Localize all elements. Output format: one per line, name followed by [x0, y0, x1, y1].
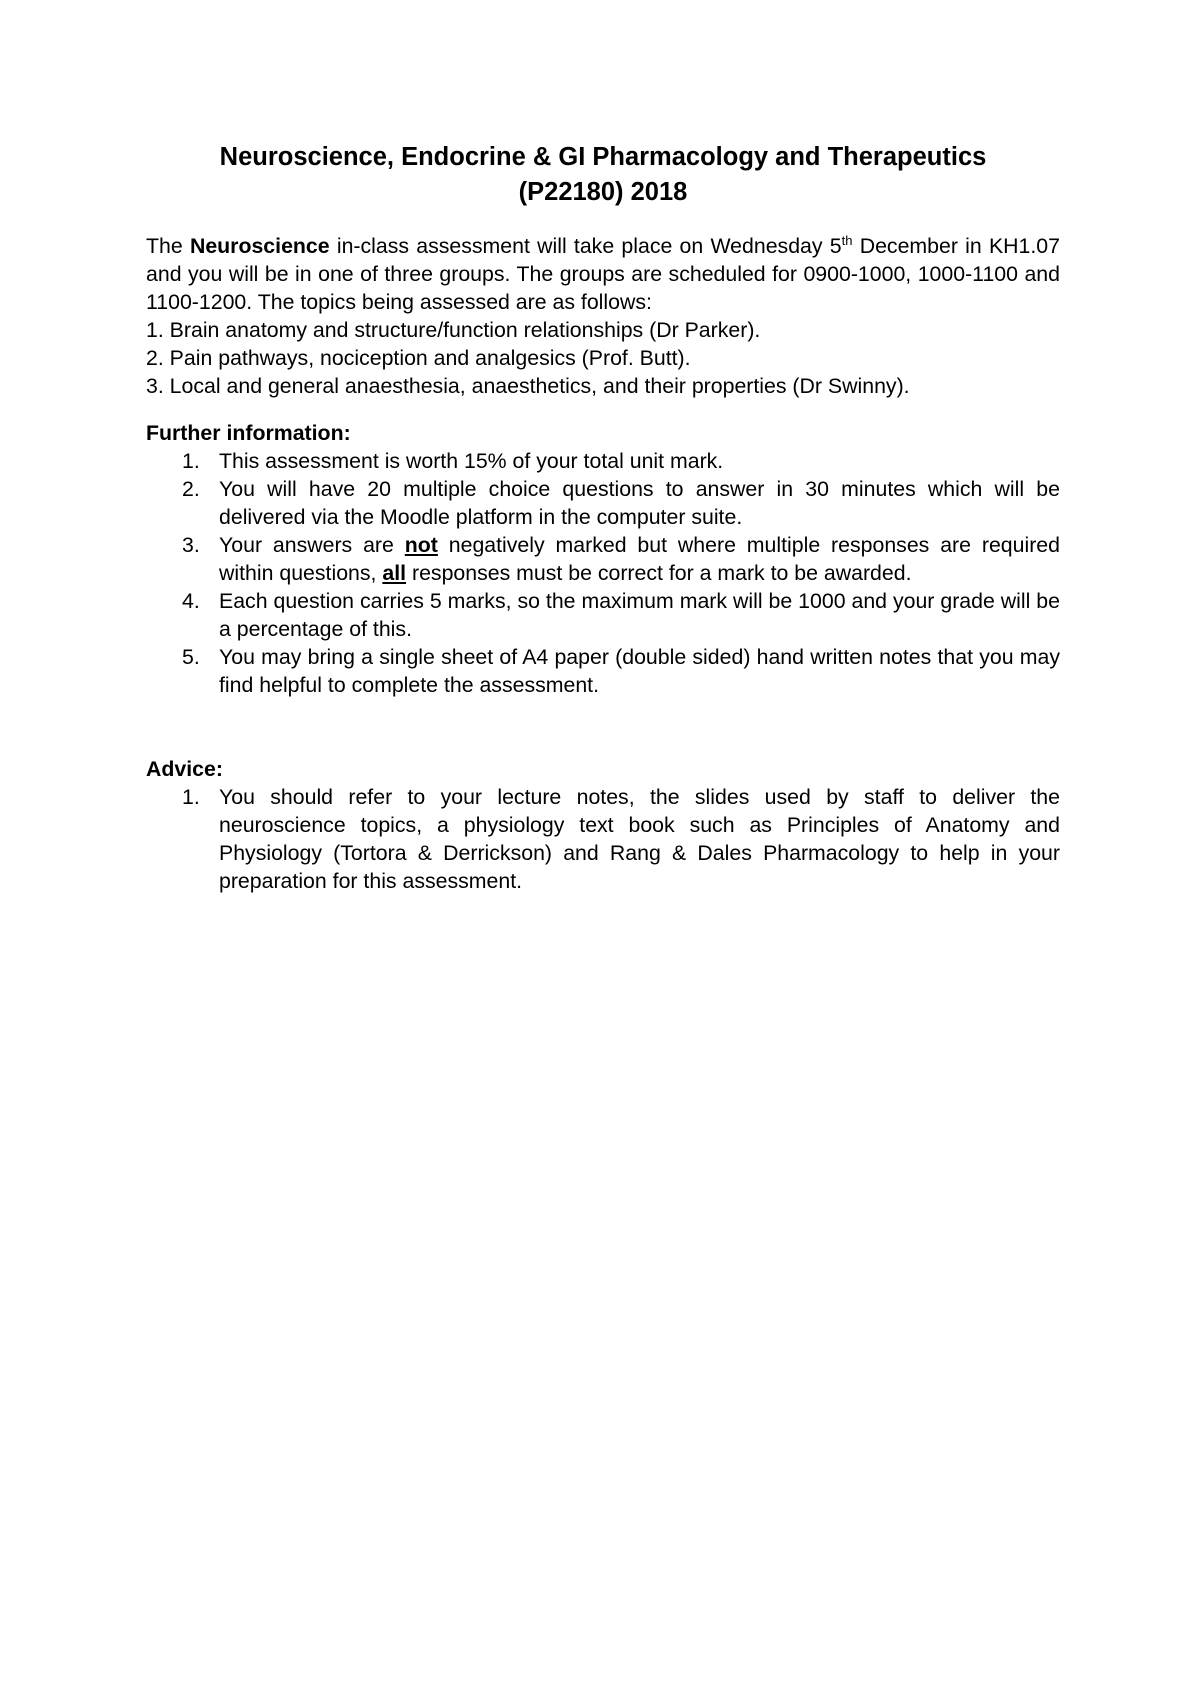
list-item — [146, 643, 1060, 699]
advice-list — [146, 783, 1060, 895]
intro-bold-word: Neuroscience — [189, 234, 330, 258]
list-item — [146, 531, 1060, 587]
list-item-text-part: responses must be correct for a mark to be awarded. — [406, 561, 912, 585]
title-line-1: Neuroscience, Endocrine & GI Pharmacology and Therapeutics — [219, 143, 987, 171]
intro-prefix: The — [146, 234, 190, 258]
emphasis-all: all — [382, 561, 407, 585]
list-item-number: 5. — [182, 645, 200, 669]
list-item-text: Each question carries 5 marks, so the maximum mark will be 1000 and your grade will be a percentage of this. — [219, 589, 1060, 641]
advice-heading: Advice: — [146, 757, 223, 781]
document-page — [146, 140, 1060, 895]
intro-suffix: December in KH1.07 and you will be in one of three groups. The groups are scheduled for 0900-1000, 1000-1100 and 1100-1200. The topics being assessed are as follows: — [146, 234, 1060, 314]
emphasis-not: not — [404, 533, 438, 557]
list-item — [146, 447, 1060, 475]
list-item-number: 1. — [182, 449, 200, 473]
list-item-text: You may bring a single sheet of A4 paper (double sided) hand written notes that you may find helpful to complete the assessment. — [219, 645, 1060, 697]
intro-paragraph — [146, 232, 1060, 316]
list-item — [146, 475, 1060, 531]
list-item-number: 2. — [182, 477, 200, 501]
list-item — [146, 587, 1060, 643]
further-information-list — [146, 447, 1060, 699]
list-item-number: 3. — [182, 533, 200, 557]
list-item-text: You should refer to your lecture notes, the slides used by staff to deliver the neuroscience topics, a physiology text book such as Principles of Anatomy and Physiology (Tortora & Derrickson) and Rang & Dales Pharmacology to help in your preparation for this assessment. — [219, 785, 1060, 893]
intro-superscript: th — [841, 233, 853, 248]
intro-section — [146, 232, 1060, 400]
further-information-section — [146, 419, 1060, 699]
title-line-2: (P22180) 2018 — [518, 178, 688, 206]
list-item-text-part: negatively marked but where multiple responses are required within questions, — [219, 533, 1060, 585]
advice-section — [146, 755, 1060, 895]
list-item-text: You will have 20 multiple choice questions to answer in 30 minutes which will be delivered via the Moodle platform in the computer suite. — [219, 477, 1060, 529]
document-title — [146, 140, 1060, 210]
list-item-number: 1. — [182, 785, 200, 809]
further-information-heading: Further information: — [146, 421, 351, 445]
list-item-number: 4. — [182, 589, 200, 613]
topic-item: 1. Brain anatomy and structure/function relationships (Dr Parker). — [146, 318, 761, 342]
topic-item: 3. Local and general anaesthesia, anaesthetics, and their properties (Dr Swinny). — [146, 374, 910, 398]
list-item — [146, 783, 1060, 895]
list-item-text-part: Your answers are — [219, 533, 405, 557]
list-item-text: This assessment is worth 15% of your total unit mark. — [219, 449, 724, 473]
topic-item: 2. Pain pathways, nociception and analgesics (Prof. Butt). — [146, 346, 691, 370]
intro-middle: in-class assessment will take place on Wednesday 5 — [329, 234, 842, 258]
